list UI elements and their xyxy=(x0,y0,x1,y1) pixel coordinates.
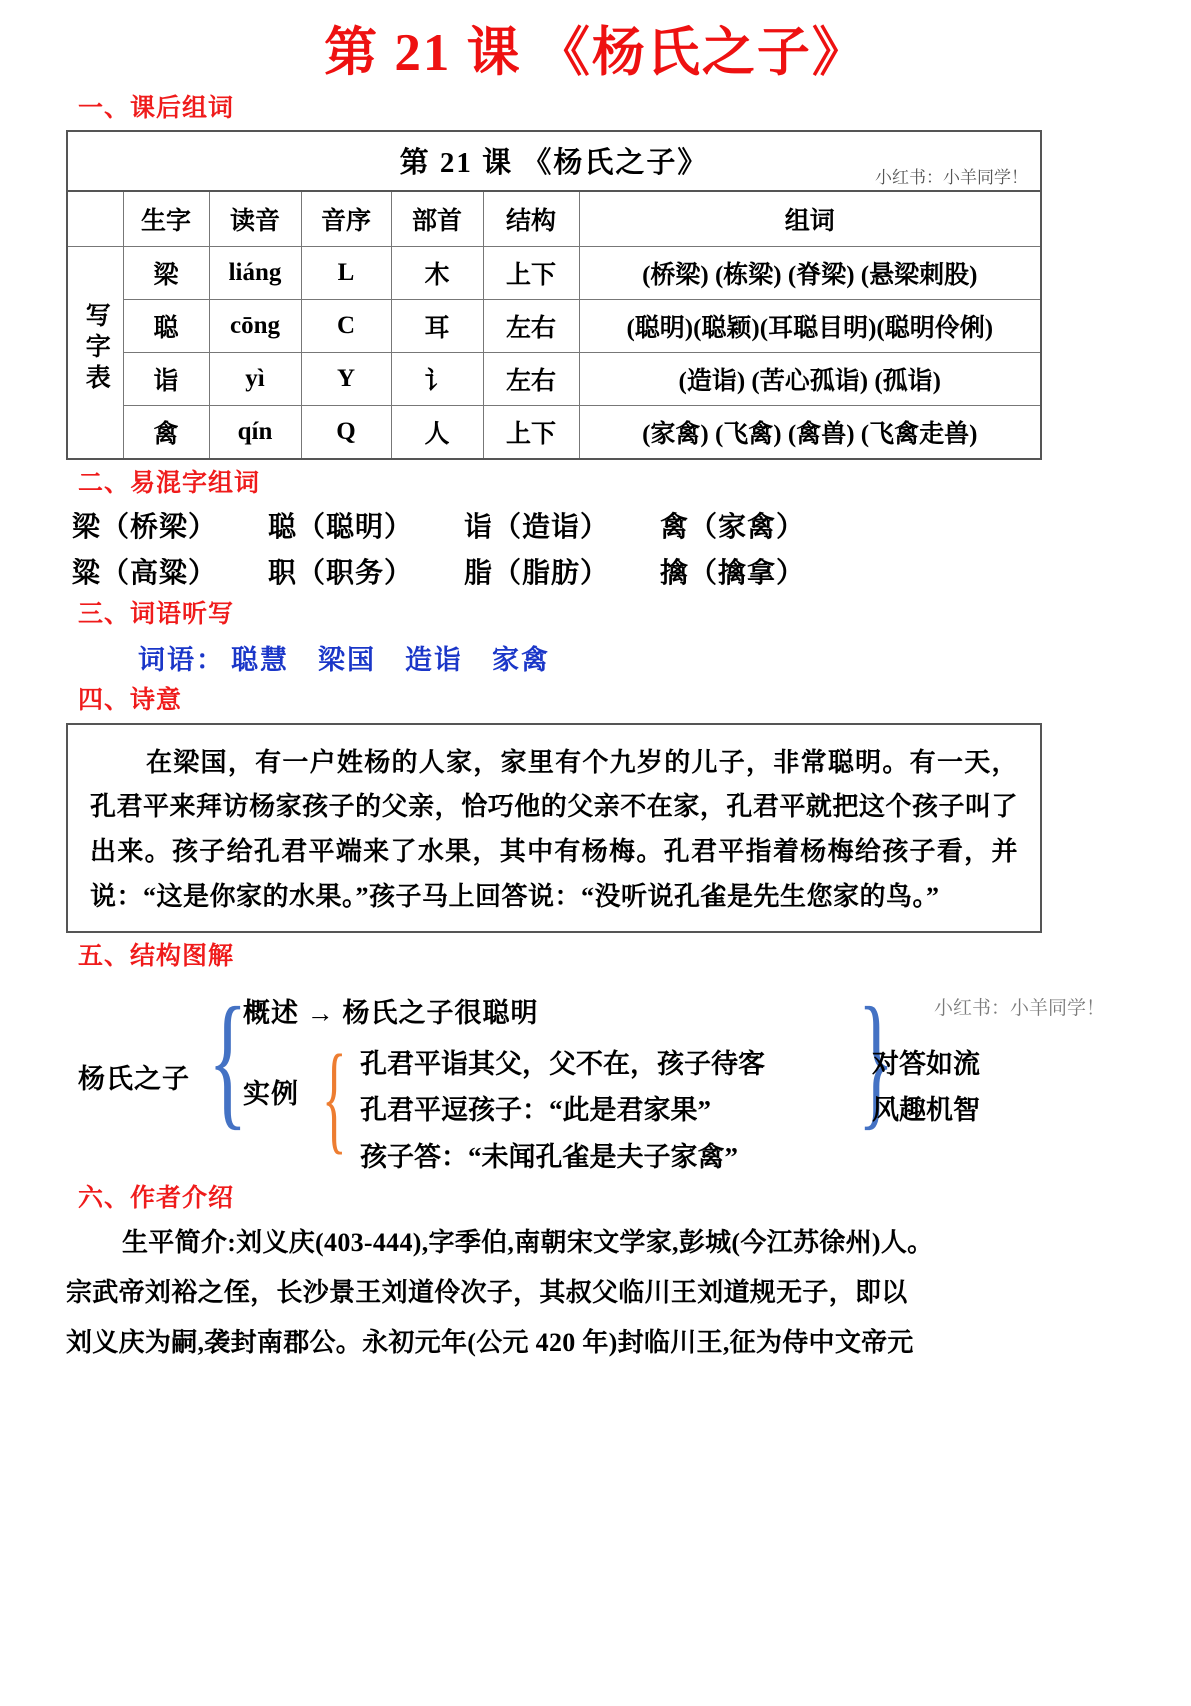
diagram-conclusion-item: 风趣机智 xyxy=(872,1095,980,1126)
header-radical: 部首 xyxy=(391,191,483,247)
cell-initial: Q xyxy=(301,405,391,459)
table-row xyxy=(67,299,1041,352)
header-structure: 结构 xyxy=(483,191,579,247)
table-header-row xyxy=(67,191,1041,247)
cell-radical: 人 xyxy=(391,405,483,459)
diagram-examples-list xyxy=(360,1041,765,1180)
outer-brace-icon: { xyxy=(208,976,248,1143)
section-heading-5: 五、结构图解 xyxy=(78,943,235,971)
dictation-label: 词语： xyxy=(138,645,225,676)
diagram-root-label: 杨氏之子 xyxy=(78,1063,190,1094)
dictation-line xyxy=(138,638,1191,677)
confusable-pair: 职（职务） xyxy=(268,558,414,590)
confusable-pair: 诣（造诣） xyxy=(464,512,610,544)
table-caption-cell xyxy=(67,131,1041,191)
worksheet-page xyxy=(0,22,1191,1706)
section-heading-3: 三、词语听写 xyxy=(78,601,235,629)
cell-radical: 讠 xyxy=(391,352,483,405)
cell-character: 梁 xyxy=(123,246,209,299)
cell-character: 聪 xyxy=(123,299,209,352)
diagram-example-item: 孔君平逗孩子：“此是君家果” xyxy=(360,1095,711,1126)
header-words: 组词 xyxy=(579,191,1041,247)
cell-words: (聪明)(聪颖)(耳聪目明)(聪明伶俐) xyxy=(579,299,1041,352)
cell-structure: 左右 xyxy=(483,299,579,352)
confusable-pair: 擒（擒拿） xyxy=(660,558,806,590)
diagram-example-item: 孩子答：“未闻孔雀是夫子家禽” xyxy=(360,1141,738,1172)
cell-radical: 木 xyxy=(391,246,483,299)
right-brace-icon: { xyxy=(858,976,894,1143)
author-line: 宗武帝刘裕之侄，长沙景王刘道伶次子，其叔父临川王刘道规无子，即以 xyxy=(66,1278,908,1308)
vocabulary-table-wrapper xyxy=(66,130,1042,460)
author-line: 刘义庆为嗣,袭封南郡公。永初元年(公元 420 年)封临川王,征为侍中文帝元 xyxy=(66,1328,914,1358)
author-biography xyxy=(66,1220,1132,1367)
cell-radical: 耳 xyxy=(391,299,483,352)
cell-character: 诣 xyxy=(123,352,209,405)
confusable-pair: 禽（家禽） xyxy=(660,512,806,544)
confusable-pair: 脂（脂肪） xyxy=(464,558,610,590)
cell-pinyin: cōng xyxy=(209,299,301,352)
header-character: 生字 xyxy=(123,191,209,247)
table-caption-row xyxy=(67,131,1041,191)
table-caption-note: 小红书：小羊同学！ xyxy=(875,167,1028,187)
confusable-pair: 聪（聪明） xyxy=(268,512,414,544)
row-group-label-text: 写字表 xyxy=(82,302,110,396)
confusable-pair: 粱（高粱） xyxy=(72,558,218,590)
table-row xyxy=(67,352,1041,405)
cell-structure: 上下 xyxy=(483,246,579,299)
table-row xyxy=(67,405,1041,459)
header-group xyxy=(67,191,123,247)
cell-pinyin: qín xyxy=(209,405,301,459)
cell-pinyin: yì xyxy=(209,352,301,405)
cell-pinyin: liáng xyxy=(209,246,301,299)
cell-initial: C xyxy=(301,299,391,352)
cell-words: (造诣) (苦心孤诣) (孤诣) xyxy=(579,352,1041,405)
diagram-example-item: 孔君平诣其父，父不在，孩子待客 xyxy=(360,1048,765,1079)
diagram-watermark-note: 小红书：小羊同学！ xyxy=(933,997,1105,1019)
cell-structure: 上下 xyxy=(483,405,579,459)
section-heading-2: 二、易混字组词 xyxy=(78,469,261,497)
header-pinyin: 读音 xyxy=(209,191,301,247)
page-title: 第 21 课 《杨氏之子》 xyxy=(324,24,867,82)
section-heading-4: 四、诗意 xyxy=(78,687,183,715)
header-initial: 音序 xyxy=(301,191,391,247)
diagram-conclusion-item: 对答如流 xyxy=(872,1048,980,1079)
confusable-pairs-row-2 xyxy=(72,551,1191,591)
cell-initial: L xyxy=(301,246,391,299)
diagram-conclusion-list xyxy=(872,1041,980,1134)
diagram-overview-branch: 概述 → 杨氏之子很聪明 xyxy=(243,997,539,1028)
confusable-pair: 梁（桥梁） xyxy=(72,512,218,544)
author-line: 生平简介:刘义庆(403-444),字季伯,南朝宋文学家,彭城(今江苏徐州)人。 xyxy=(122,1227,934,1257)
section-heading-6: 六、作者介绍 xyxy=(78,1184,235,1212)
table-row xyxy=(67,246,1041,299)
row-group-label xyxy=(67,246,123,459)
inner-brace-icon: { xyxy=(322,1029,347,1165)
dictation-words: 聪慧 梁国 造诣 家禽 xyxy=(231,645,550,676)
table-caption-text: 第 21 课 《杨氏之子》 xyxy=(399,147,709,180)
cell-character: 禽 xyxy=(123,405,209,459)
section-heading-1: 一、课后组词 xyxy=(78,94,235,122)
confusable-pairs-row-1 xyxy=(72,505,1191,545)
cell-initial: Y xyxy=(301,352,391,405)
vocabulary-table xyxy=(66,130,1042,460)
cell-words: (家禽) (飞禽) (禽兽) (飞禽走兽) xyxy=(579,405,1041,459)
prose-translation-box xyxy=(66,723,1042,934)
cell-structure: 左右 xyxy=(483,352,579,405)
cell-words: (桥梁) (栋梁) (脊梁) (悬梁刺股) xyxy=(579,246,1041,299)
structure-diagram xyxy=(0,976,1191,1175)
prose-text: 在梁国，有一户姓杨的人家，家里有个九岁的儿子，非常聪明。有一天，孔君平来拜访杨家孩子的父亲，恰巧他的父亲不在家，孔君平就把这个孩子叫了出来。孩子给孔君平端来了水果，其中有杨梅。孔君平指着杨梅给孩子看，并说：“这是你家的水果。”孩子马上回答说：“没听说孔雀是先生您家的鸟。” xyxy=(90,747,1018,911)
diagram-examples-label: 实例 xyxy=(243,1078,299,1109)
